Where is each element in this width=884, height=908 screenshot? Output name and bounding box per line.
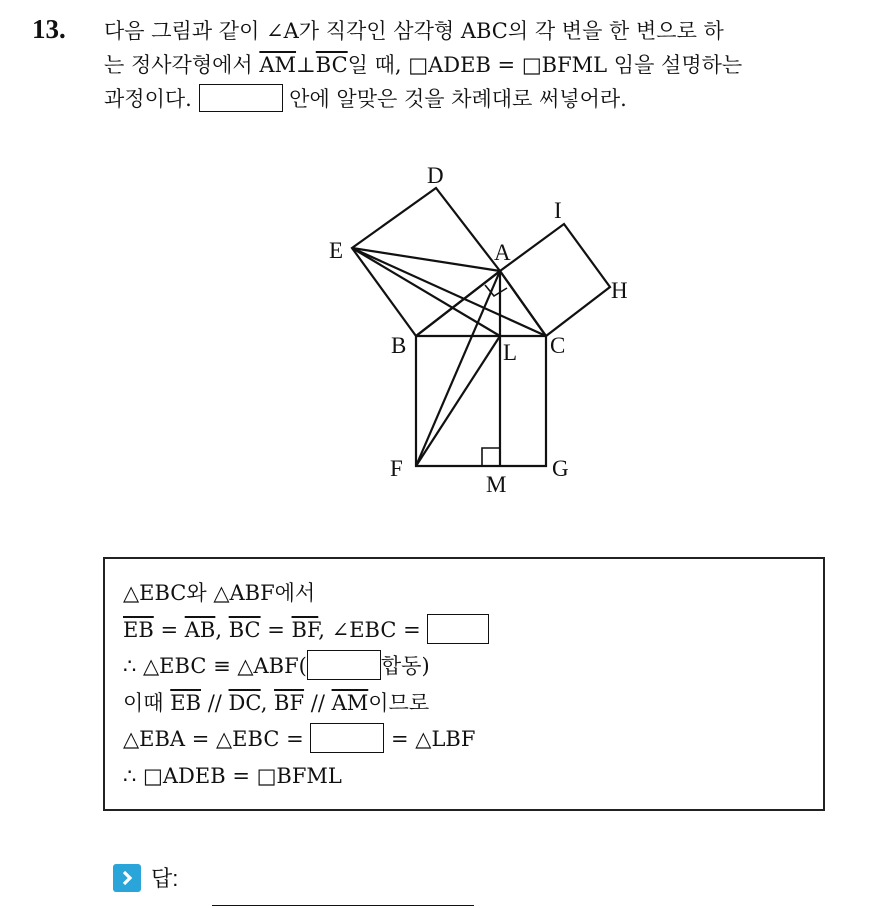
question-number: 13.	[32, 14, 66, 44]
square-achi	[500, 224, 610, 336]
square-bfgc	[416, 336, 546, 466]
label-a: A	[494, 240, 511, 265]
label-g: G	[552, 456, 569, 481]
blank-angle	[427, 614, 489, 644]
label-c: C	[550, 333, 566, 358]
label-l: L	[503, 340, 518, 365]
question-line-3: 과정이다. 안에 알맞은 것을 차례대로 써넣어라.	[104, 82, 874, 116]
proof-line-6: ∴ □ADEB = □BFML	[123, 763, 342, 788]
proof-lines	[123, 575, 489, 794]
segment-fa	[416, 271, 500, 466]
segment-ec	[352, 248, 546, 336]
geometry-figure	[300, 150, 660, 510]
label-b: B	[391, 333, 407, 358]
proof-box	[103, 557, 825, 811]
blank-box	[199, 84, 283, 112]
label-e: E	[329, 238, 344, 263]
label-d: D	[427, 163, 444, 188]
blank-triangle	[310, 723, 384, 753]
right-angle-m	[482, 448, 500, 466]
proof-line-4: 이때 $\overline{EB} // \overline{DC}$, $\overline{BF} // \overline{AM}$이므로	[123, 690, 430, 715]
question-line-1: 다음 그림과 같이 ∠A가 직각인 삼각형 ABC의 각 변을 한 변으로 하	[104, 19, 724, 43]
answer-row	[113, 862, 178, 893]
blank-congruence	[307, 650, 381, 680]
chevron-right-icon	[113, 864, 141, 892]
answer-label: 답:	[151, 866, 179, 891]
proof-line-1: △EBC와 △ABF에서	[123, 581, 316, 605]
answer-input-line[interactable]	[212, 905, 474, 906]
question-line-2: 는 정사각형에서 $\overline{AM}\perp\overline{BC}$일 때, □ADEB = □BFML 임을 설명하는	[104, 53, 743, 77]
label-h: H	[611, 278, 628, 303]
label-f: F	[390, 456, 403, 481]
segment-ea	[352, 248, 500, 271]
label-m: M	[486, 472, 507, 497]
segment-bc: $\overline{BC}$	[315, 53, 348, 77]
side-ab	[416, 271, 500, 336]
segment-fl	[416, 336, 500, 466]
proof-line-5: △EBA = △EBC = = △LBF	[123, 721, 489, 758]
proof-line-3: ∴ △EBC ≡ △ABF( 합동)	[123, 648, 489, 685]
question-text	[104, 14, 874, 116]
proof-line-2: $\overline{EB} = \overline{AB}$, $\overline{BC} = \overline{BF}$, ∠EBC =	[123, 612, 489, 649]
pythagoras-diagram	[300, 150, 660, 510]
right-angle-a	[485, 285, 507, 296]
segment-am: $\overline{AM}$	[259, 53, 297, 77]
label-i: I	[554, 198, 562, 223]
